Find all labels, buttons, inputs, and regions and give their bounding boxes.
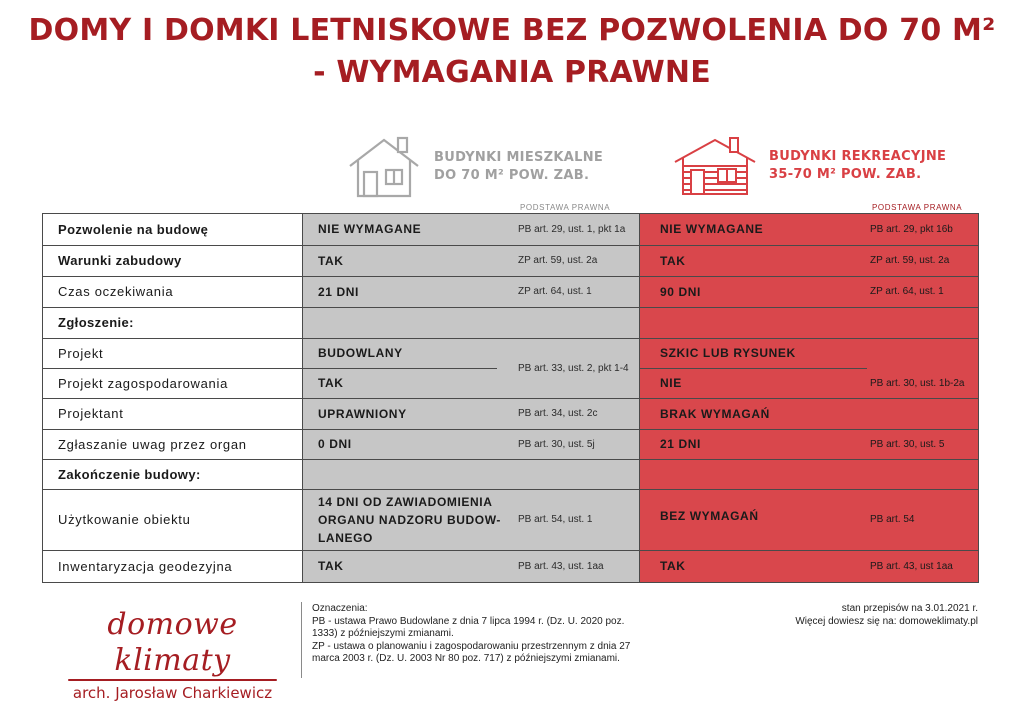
- recreational-legal-basis: ZP art. 64, ust. 1: [870, 286, 944, 297]
- row-label: Projekt zagospodarowania: [58, 375, 229, 391]
- logo-author: arch. Jarosław Charkiewicz: [72, 684, 273, 702]
- requirements-table: [42, 213, 979, 583]
- recreational-value: NIE WYMAGANE: [660, 222, 764, 236]
- residential-legal-basis: ZP art. 64, ust. 1: [518, 286, 592, 297]
- recreational-basis-label: PODSTAWA PRAWNA: [872, 203, 963, 212]
- page-title: [0, 10, 1024, 94]
- recreational-legal-basis: PB art. 30, ust. 5: [870, 438, 945, 450]
- residential-legal-basis: PB art. 30, ust. 5j: [518, 438, 595, 450]
- residential-value: TAK: [318, 376, 344, 390]
- recreational-area: 35-70 M² POW. ZAB.: [769, 167, 922, 182]
- section-label: Zgłoszenie:: [58, 315, 134, 330]
- status-info: [795, 603, 978, 628]
- cabin-icon: [673, 134, 757, 198]
- status-date: stan przepisów na 3.01.2021 r.: [841, 603, 978, 614]
- residential-value: UPRAWNIONY: [318, 406, 407, 421]
- title-line-2: - WYMAGANIA PRAWNE: [313, 55, 711, 90]
- row-label: Projektant: [58, 406, 124, 421]
- row-label: Inwentaryzacja geodezyjna: [58, 558, 233, 574]
- residential-legal-basis: PB art. 43, ust. 1aa: [518, 560, 604, 572]
- row-label: Warunki zabudowy: [58, 253, 182, 268]
- logo-name: domowe klimaty: [107, 607, 238, 678]
- recreational-value: BEZ WYMAGAŃ: [660, 509, 759, 523]
- notes-pb: PB - ustawa Prawo Budowlane z dnia 7 lipca 1994 r. (Dz. U. 2020 poz. 1333) z późniejszymi zmianami.: [312, 615, 625, 639]
- residential-legal-basis: PB art. 33, ust. 2, pkt 1-4: [518, 362, 629, 374]
- recreational-value: 21 DNI: [660, 437, 701, 451]
- recreational-title: BUDYNKI REKREACYJNE: [769, 149, 947, 164]
- row-label: Pozwolenie na budowę: [58, 221, 209, 237]
- recreational-legal-basis: ZP art. 59, ust. 2a: [870, 255, 950, 266]
- recreational-value: TAK: [660, 559, 686, 573]
- residential-value: BUDOWLANY: [318, 346, 403, 360]
- recreational-value: 90 DNI: [660, 284, 701, 299]
- section-label: Zakończenie budowy:: [58, 466, 201, 482]
- notes-title: Oznaczenia:: [312, 603, 368, 614]
- row-label: Zgłaszanie uwag przez organ: [58, 436, 247, 452]
- footer-divider: [301, 602, 302, 678]
- recreational-legal-basis: PB art. 29, pkt 16b: [870, 223, 953, 235]
- row-label: Użytkowanie obiektu: [58, 512, 191, 527]
- residential-value: TAK: [318, 559, 344, 573]
- residential-legal-basis: PB art. 54, ust. 1: [518, 514, 593, 525]
- residential-value: TAK: [318, 253, 344, 268]
- residential-value: NIE WYMAGANE: [318, 222, 422, 236]
- recreational-value: NIE: [660, 376, 682, 390]
- title-line-1: DOMY I DOMKI LETNISKOWE BEZ POZWOLENIA DO 70 M²: [28, 13, 996, 48]
- residential-value: 0 DNI: [318, 437, 352, 451]
- residential-legal-basis: PB art. 34, ust. 2c: [518, 408, 598, 419]
- recreational-column-header: [673, 134, 946, 198]
- residential-value: 21 DNI: [318, 284, 359, 299]
- house-icon: [346, 134, 422, 200]
- residential-area: DO 70 M² POW. ZAB.: [434, 168, 590, 183]
- recreational-legal-basis: PB art. 30, ust. 1b-2a: [870, 377, 965, 389]
- recreational-legal-basis: PB art. 43, ust 1aa: [870, 560, 953, 572]
- recreational-value: SZKIC LUB RYSUNEK: [660, 346, 796, 360]
- residential-column-header: [346, 134, 603, 200]
- legend-notes: [312, 603, 652, 666]
- more-info: Więcej dowiesz się na: domoweklimaty.pl: [795, 615, 978, 627]
- recreational-value: BRAK WYMAGAŃ: [660, 406, 770, 421]
- residential-basis-label: PODSTAWA PRAWNA: [520, 203, 611, 212]
- recreational-value: TAK: [660, 253, 686, 268]
- row-label: Projekt: [58, 345, 104, 361]
- residential-title: BUDYNKI MIESZKALNE: [434, 150, 604, 165]
- brand-logo: [60, 607, 285, 705]
- residential-value: 14 DNI OD ZAWIADOMIENIA ORGANU NADZORU BUDOW-LANEGO: [318, 494, 502, 545]
- notes-zp: ZP - ustawa o planowaniu i zagospodarowaniu przestrzennym z dnia 27 marca 2003 r. (Dz. U. 2003 Nr 80 poz. 717) z późniejszymi zmianami.: [312, 640, 631, 664]
- residential-legal-basis: PB art. 29, ust. 1, pkt 1a: [518, 223, 626, 235]
- recreational-legal-basis: PB art. 54: [870, 514, 915, 525]
- residential-legal-basis: ZP art. 59, ust. 2a: [518, 255, 598, 266]
- row-label: Czas oczekiwania: [58, 284, 174, 299]
